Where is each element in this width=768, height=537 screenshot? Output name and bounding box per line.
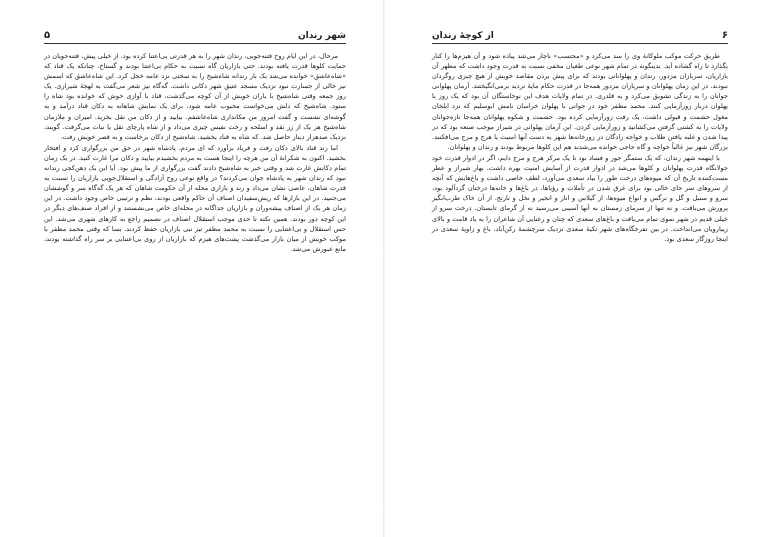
page-number: ۵ — [44, 30, 51, 41]
page-number: ۶ — [721, 30, 728, 41]
paragraph: با اینهمه شهر رندان، که یک ستمگر جور و فساد بود تا یک مرکز هرج و مرج دایم، اگر در ادوار قدرت خود جولانگاه قدرت پهلوانان و کلوها می‌شد در ادوار قدرت از آسایش امنیت بهره داشت. بهار شیراز و عطر مست‌کننده تاریخ آن که میوه‌های درخت طور را بیاد سعدی می‌آورد، لطف خاصی داشت و باغ‌هایش که آنچه از سروهای سر جای خالی بود برای غرق شدن در تأملات و رؤیاها، در باغ‌ها و خانه‌ها درختان گردآلود بود، سرو و سنبل و گل و نرگس و انواع میوه‌ها، از گیلاس و انار و انجیر و نخل و نارنج. از آن خاک طرب‌انگیز پرورش می‌یافت. و نه تنها از سرمای زمستان به آنها آسیبی می‌رسید نه از گرمای تابستان. درخت سرو از خیلی قدیم در شهر نموی تمام می‌یافت و باغ‌های سعدی که چنان و رعنایی آن شاعران را به یاد قامت و بالای زیبارویان می‌انداخت. در بین تفرجگاه‌های شهر تکیهٔ سعدی نزدیک سرچشمهٔ رکن‌آباد، باغ و زاویهٔ سعدی در اینجا روزگار سعدی بود. — [432, 153, 728, 243]
page-body — [432, 51, 728, 244]
paragraph: اما رند قناد بالای دکان رفت و فریاد برآورد که ای مردم، پادشاه شهر در حق من بزرگواری کرد و افتخار بخشید. اکنون به شکرانهٔ آن من هرچه را اینجا هست به مردم بخشیدم بیایید و دکان مرا غارت کنید. در یک زمان تمام دکانش غارت شد و وقتی خبر به شاه‌شیخ دادند گفت بزرگواری از ما پیش بود. آیا این یک دهن‌کجی رندانه نبود که رندان شهر به پادشاه جوان می‌کردند؟ در واقع نوعی روح آزادگی و استقلال‌جویی بازاریان را نسبت به قدرت شاهان، عاصی نشان می‌داد و رند و بازاری محله از آن حکومت شاهان که هر یک گه‌گاه سر و گوششان می‌جنبید. در این بازارها که ریش‌سفیدان اصناف آن حاکم واقعی بودند، نظم و ترتیبی خاص وجود داشت. در این زمان هر یک از اصناف پیشه‌وران و بازاریان جداگانه در محله‌ای خاص می‌نشستند و از افراد صنف‌های دیگر در این کوچه دور بودند. همین نکته تا حدی موجب استقلال اصناف در تصمیم راجع به کارهای شهری می‌شد. این حس استقلال و بی‌اعتنایی را نسبت به محمد مظفر نیز نبی بازاریان حفظ کردند. بسا که وقتی محمد مظفر با موکب خویش از میان بازار می‌گذشت پشت‌های هیزم که بازاریان از روی بی‌اعتنایی بر سر راه گذاشته بودند، مانع عبورش می‌شد. — [44, 143, 346, 253]
page-header — [432, 30, 728, 44]
page-header — [44, 30, 346, 44]
page-body — [44, 51, 346, 254]
paragraph: مرحال، در این ایام روح فتنه‌جویی، رندان شهر را به هر قدرتی بی‌اعتنا کرده بود. از خیلی پیش، فتنه‌جویان در حمایت کلوها قدرت یافته بودند. حتی بازاریان گاه نسبت به حکام بی‌اعتنا بودند و گستاخ، چنانکه یک قناد که «شاه‌عاشق» خوانده می‌شد یک بار رندانه شاه‌شیخ را به سختی نزد عامه خجل کرد. این شاه‌عاشق که اسمش نیز خالی از جسارت نبود نزدیک مسجد عتیق شهر دکانی داشت. گه‌گاه نیز شعر می‌گفت به لهجهٔ شیرازی. یک روز جمعه وقتی شاه‌شیخ با یاران خویش از آن کوچه می‌گذشت، قناد با آوازی خوش که خوانده بود شاه را ستود. شاه‌شیخ که دلش می‌خواست محبوب عامه شود، برای یک نمایش شاهانه به دکان قناد درآمد و به گوشه‌ای نشست و گفت امروز من مکانداری شاه‌عاشقم. بیایید و از دکان من نقل بخرید. امیران و ملازمان شاه‌شیخ هر یک از زر نقد و اسلحه و رخت نفیس چیزی می‌داد و از شاه پارچای نقل یا نبات می‌گرفت. گویند، نزدیک صدهزار دینار حاصل شد. که شاه به قناد بخشید. شاه‌شیخ از دکان برخاست و به قصر خویش رفت. — [44, 52, 346, 141]
right-page — [384, 0, 768, 537]
running-title: شهر رندان — [297, 31, 346, 41]
running-title: از کوچهٔ رندان — [432, 31, 494, 41]
paragraph: طریق حرکت موکب ملوکانهٔ وی را سد می‌کرد و «محتسب» ناچار می‌شد پیاده شود و آن هیزم‌ها را کنار بگذارد تا راه گشاده آید. بدینگونه در تمام شهر نوعی طغیان مخفی نسبت به قدرت وجود داشت که مظهر آن بازاریان، سربازان مزدور، رندان و پهلوانانی بودند که برای پیش بردن مقاصد خویش از هیچ چیزی روگردان نبودند. در این زمان پهلوانان و سربازان مزدور همه‌جا در قدرت حکام مایهٔ تردید برمی‌انگیختند. آرمان پهلوانی جوانان را به زندگی تشویق می‌کرد و به قلدری. در تمام ولایات هدف این نوخاستگان آن بود که یک روز با پهلوان دربار زورآزمایی کنند. محمد مظفر خود در جوانی با پهلوان خراسان نامش ابوسلیم که نزد ایلخان مغول حشمت و قبولی داشت، یک رفت زورآزمایی کرده بود. حشمت و شکوه پهلوانان همه‌جا تازه‌جوانان ولایات را به کشتی گرفتن می‌کشانید و زورآزمایی کردن. این آرمان پهلوانی در شیراز موجب صنعه بود که در پیدا شدن و غلبه یافتن طلاب و خواجه زادگان در زورخانه‌ها شهر به دست آنها امنیت یا هرج و مرج می‌افکنند. بزرگان شهر نیز غالباً خواجه و گاه حاجی خوانده می‌شدند هم این کلوها مربوط بودند و رندان و پهلوانان. — [432, 52, 728, 151]
